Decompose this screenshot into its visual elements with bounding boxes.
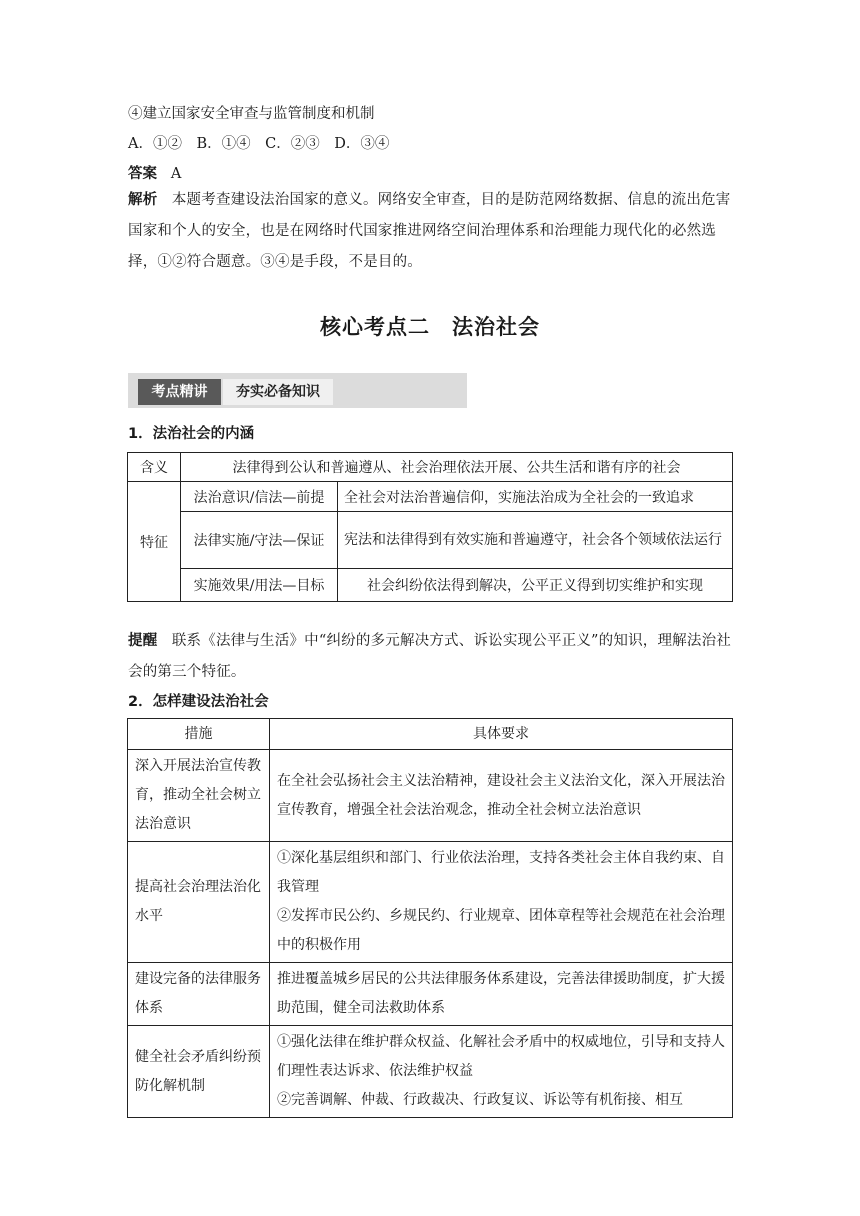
table-row <box>128 569 733 602</box>
feature-name: 法律实施/守法—保证 <box>181 512 338 569</box>
measure-cell: 深入开展法治宣传教育，推动全社会树立法治意识 <box>128 750 270 842</box>
feature-name: 法治意识/信法—前提 <box>181 482 338 512</box>
meaning-text: 法律得到公认和普遍遵从、社会治理依法开展、公共生活和谐有序的社会 <box>181 453 733 482</box>
analysis-label: 解析 <box>128 192 158 208</box>
table-row <box>128 1026 733 1118</box>
feature-desc: 宪法和法律得到有效实施和普遍遵守，社会各个领域依法运行 <box>338 512 733 569</box>
table-row <box>128 963 733 1026</box>
analysis-text: 本题考查建设法治国家的意义。网络安全审查，目的是防范网络数据、信息的流出危害国家和个人的安全，也是在网络时代国家推进网络空间治理体系和治理能力现代化的必然选择，①②符合题意。③④是手段，不是目的。 <box>128 192 731 270</box>
meaning-label: 含义 <box>128 453 181 482</box>
requirement-line: ①深化基层组织和部门、行业依法治理，支持各类社会主体自我约束、自我管理 <box>277 850 725 895</box>
measure-cell: 提高社会治理法治化水平 <box>128 842 270 963</box>
col-header-requirement: 具体要求 <box>270 719 733 750</box>
answer-options: A．①② B．①④ C．②③ D．③④ <box>128 136 390 152</box>
part1-heading: 1．法治社会的内涵 <box>128 426 255 442</box>
requirement-line: ①强化法律在维护群众权益、化解社会矛盾中的权威地位，引导和支持人们理性表达诉求、依法维护权益 <box>277 1034 725 1079</box>
table-row <box>128 750 733 842</box>
measure-cell: 建设完备的法律服务体系 <box>128 963 270 1026</box>
feature-desc: 全社会对法治普遍信仰，实施法治成为全社会的一致追求 <box>338 482 733 512</box>
requirement-cell <box>270 1026 733 1118</box>
table-row <box>128 842 733 963</box>
requirement-line: ②发挥市民公约、乡规民约、行业规章、团体章程等社会规范在社会治理中的积极作用 <box>277 908 725 953</box>
table-row <box>128 453 733 482</box>
reminder-text: 联系《法律与生活》中“纠纷的多元解决方式、诉讼实现公平正义”的知识，理解法治社会的第三个特征。 <box>128 633 731 680</box>
requirement-cell: 推进覆盖城乡居民的公共法律服务体系建设，完善法律援助制度，扩大援助范围，健全司法救助体系 <box>270 963 733 1026</box>
requirement-cell: 在全社会弘扬社会主义法治精神，建设社会主义法治文化，深入开展法治宣传教育，增强全社会法治观念，推动全社会树立法治意识 <box>270 750 733 842</box>
col-header-measure: 措施 <box>128 719 270 750</box>
answer-line <box>128 164 181 184</box>
table-row <box>128 512 733 569</box>
feature-desc: 社会纠纷依法得到解决，公平正义得到切实维护和实现 <box>338 569 733 602</box>
measure-cell: 健全社会矛盾纠纷预防化解机制 <box>128 1026 270 1118</box>
banner-label-left: 考点精讲 <box>138 379 221 405</box>
reminder-paragraph <box>128 626 734 688</box>
rule-of-law-society-table <box>127 452 733 602</box>
part2-heading: 2．怎样建设法治社会 <box>128 694 269 710</box>
analysis-paragraph <box>128 185 734 278</box>
answer-label: 答案 <box>128 166 157 182</box>
banner-label-right: 夯实必备知识 <box>223 379 333 405</box>
table-row <box>128 482 733 512</box>
section-banner <box>128 373 467 408</box>
feature-label: 特征 <box>128 482 181 602</box>
reminder-label: 提醒 <box>128 633 158 649</box>
section-title: 核心考点二 法治社会 <box>320 315 540 339</box>
requirement-line: ②完善调解、仲裁、行政裁决、行政复议、诉讼等有机衔接、相互 <box>277 1092 683 1108</box>
feature-name: 实施效果/用法—目标 <box>181 569 338 602</box>
table-header-row <box>128 719 733 750</box>
question-item-4: ④建立国家安全审查与监管制度和机制 <box>128 106 375 122</box>
answer-value: A <box>170 166 182 182</box>
build-society-table <box>127 718 733 1118</box>
requirement-cell <box>270 842 733 963</box>
